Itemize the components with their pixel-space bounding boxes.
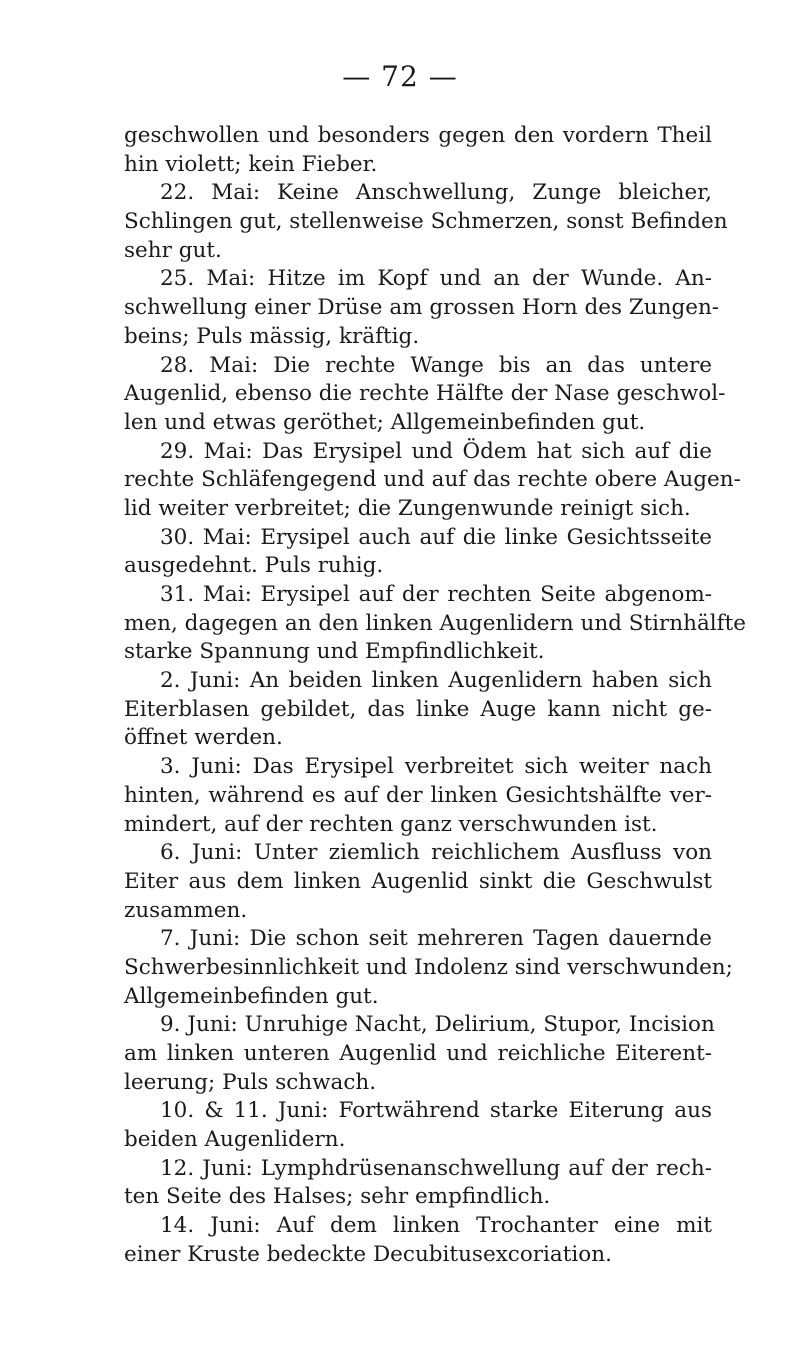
text-line: einer Kruste bedeckte Decubitusexcoriation.: [124, 1241, 612, 1267]
text-line: rechte Schläfengegend und auf das rechte obere Augen-: [124, 467, 741, 493]
text-line: Eiter aus dem linken Augenlid sinkt die Geschwulst: [124, 868, 712, 894]
text-line: beins; Puls mässig, kräftig.: [124, 323, 420, 349]
text-line: len und etwas geröthet; Allgemeinbefinden gut.: [124, 409, 646, 435]
text-line: hin violett; kein Fieber.: [124, 151, 378, 177]
text-line: 31. Mai: Erysipel auf der rechten Seite abgenom-: [160, 582, 712, 607]
text-line: 22. Mai: Keine Anschwellung, Zunge bleicher,: [160, 180, 712, 206]
text-line: leerung; Puls schwach.: [124, 1069, 377, 1095]
text-line: am linken unteren Augenlid und reichliche Eiterent-: [124, 1041, 712, 1066]
text-line: 12. Juni: Lymphdrüsenanschwellung auf der rech-: [160, 1155, 712, 1181]
text-line: Schwerbesinnlichkeit und Indolenz sind verschwunden;: [124, 954, 733, 980]
text-line: 25. Mai: Hitze im Kopf und an der Wunde. An-: [160, 266, 712, 292]
text-line: 9. Juni: Unruhige Nacht, Delirium, Stupor, Incision: [160, 1012, 715, 1038]
text-line: Schlingen gut, stellenweise Schmerzen, sonst Befinden: [124, 209, 728, 235]
text-line: 6. Juni: Unter ziemlich reichlichem Ausfluss von: [160, 840, 712, 866]
text-line: 28. Mai: Die rechte Wange bis an das untere: [160, 352, 712, 378]
text-line: Allgemeinbefinden gut.: [124, 983, 379, 1009]
text-line: men, dagegen an den linken Augenlidern und Stirnhälfte: [124, 610, 746, 636]
text-line: 3. Juni: Das Erysipel verbreitet sich weiter nach: [160, 754, 712, 780]
text-line: schwellung einer Drüse am grossen Horn des Zungen-: [124, 295, 720, 321]
text-line: öffnet werden.: [124, 725, 283, 751]
body-text: [124, 122, 746, 1270]
text-line: ausgedehnt. Puls ruhig.: [124, 553, 384, 579]
text-line: hinten, während es auf der linken Gesichtshälfte ver-: [124, 782, 712, 808]
text-line: mindert, auf der rechten ganz verschwunden ist.: [124, 811, 658, 837]
text-line: Eiterblasen gebildet, das linke Auge kann nicht ge-: [124, 696, 712, 722]
text-line: Augenlid, ebenso die rechte Hälfte der Nase geschwol-: [124, 381, 726, 407]
page-number: — 72 —: [342, 60, 458, 93]
text-line: zusammen.: [124, 897, 248, 923]
text-line: ten Seite des Halses; sehr empfindlich.: [124, 1184, 551, 1210]
text-line: 30. Mai: Erysipel auch auf die linke Gesichtsseite: [160, 524, 712, 550]
text-line: 14. Juni: Auf dem linken Trochanter eine mit: [160, 1213, 712, 1239]
text-line: 2. Juni: An beiden linken Augenlidern haben sich: [160, 668, 712, 694]
text-line: lid weiter verbreitet; die Zungenwunde reinigt sich.: [124, 495, 691, 521]
text-line: starke Spannung und Empfindlichkeit.: [124, 639, 545, 665]
text-line: geschwollen und besonders gegen den vordern Theil: [124, 123, 712, 148]
text-line: sehr gut.: [124, 237, 222, 263]
text-line: beiden Augenlidern.: [124, 1127, 346, 1153]
text-line: 29. Mai: Das Erysipel und Ödem hat sich auf die: [160, 438, 712, 464]
text-line: 10. & 11. Juni: Fortwährend starke Eiterung aus: [160, 1098, 712, 1124]
text-line: 7. Juni: Die schon seit mehreren Tagen dauernde: [160, 926, 712, 952]
